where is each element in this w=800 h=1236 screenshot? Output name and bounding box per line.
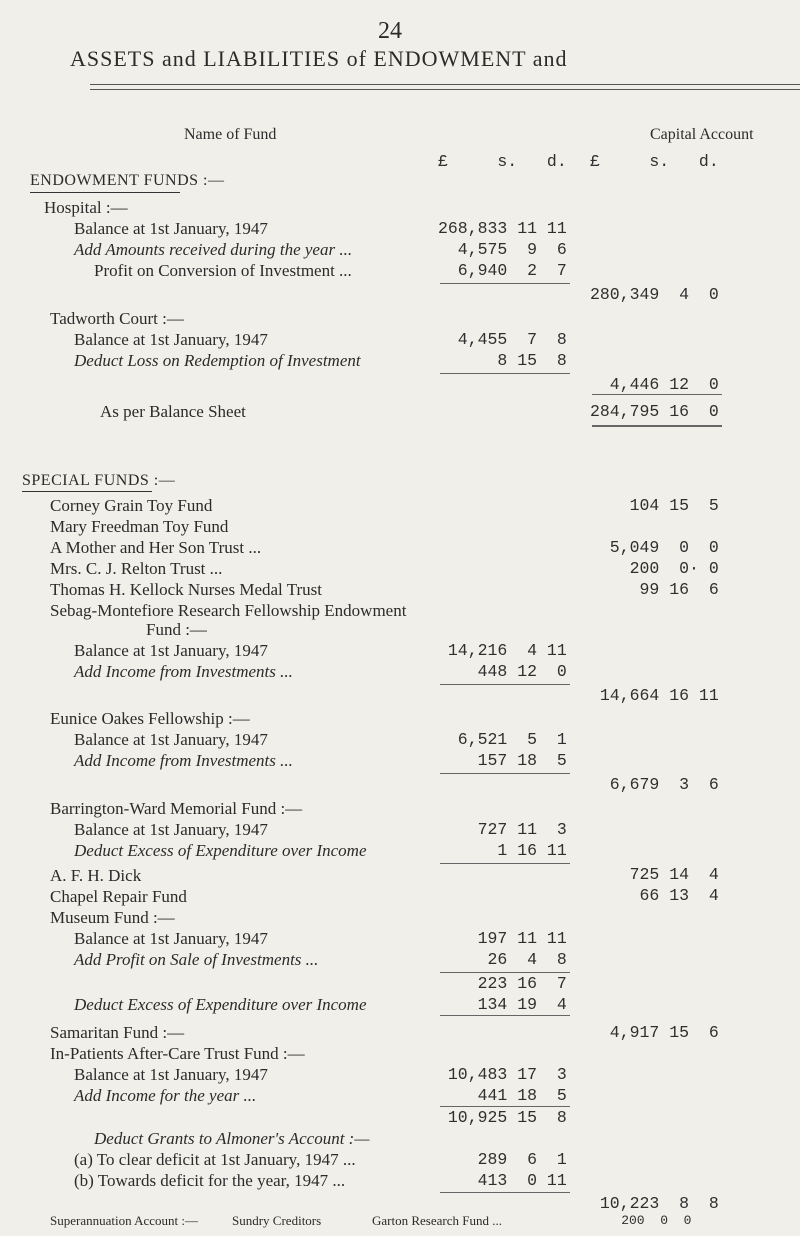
garton-total: 200 0 0 xyxy=(590,1213,692,1228)
museum-balance-label: Balance at 1st January, 1947 xyxy=(74,929,268,948)
sum-line xyxy=(440,863,570,864)
barrington-deduct-value: 1 16 11 xyxy=(438,841,567,860)
kellock-total: 99 16 6 xyxy=(590,580,719,599)
header-rule xyxy=(90,89,800,90)
superannuation-label: Superannuation Account :— xyxy=(50,1213,199,1228)
garton-label: Garton Research Fund ... xyxy=(372,1213,502,1228)
barrington-total: 725 14 4 xyxy=(590,865,719,884)
sum-line xyxy=(440,283,570,284)
museum-deduct-value: 134 19 4 xyxy=(438,995,567,1014)
eunice-balance-label: Balance at 1st January, 1947 xyxy=(74,730,268,749)
corney-total: 104 15 5 xyxy=(590,496,719,515)
grant-b-value: 413 0 11 xyxy=(438,1171,567,1190)
page-number: 24 xyxy=(378,18,402,44)
museum-add-value: 26 4 8 xyxy=(438,950,567,969)
inpatients-balance-label: Balance at 1st January, 1947 xyxy=(74,1065,268,1084)
eunice-balance-value: 6,521 5 1 xyxy=(438,730,567,749)
museum-add-label: Add Profit on Sale of Investments ... xyxy=(74,950,319,969)
hospital-label: Hospital :— xyxy=(44,198,128,217)
dick-label: A. F. H. Dick xyxy=(50,866,142,885)
mother-son-label: A Mother and Her Son Trust ... xyxy=(50,538,262,557)
lsd-header-1: £ s. d. xyxy=(438,152,567,171)
sum-line xyxy=(440,1192,570,1193)
tadworth-total: 4,446 12 0 xyxy=(590,375,719,394)
inpatients-balance-value: 10,483 17 3 xyxy=(438,1065,567,1084)
relton-label: Mrs. C. J. Relton Trust ... xyxy=(50,559,223,578)
mother-son-total: 5,049 0 0 xyxy=(590,538,719,557)
relton-total: 200 0· 0 xyxy=(590,559,719,578)
eunice-add-label: Add Income from Investments ... xyxy=(74,751,293,770)
barrington-label: Barrington-Ward Memorial Fund :— xyxy=(50,799,303,818)
header-rule xyxy=(90,84,800,85)
museum-balance-value: 197 11 11 xyxy=(438,929,567,948)
inpatients-total: 10,223 8 8 xyxy=(590,1194,719,1213)
hospital-balance-label: Balance at 1st January, 1947 xyxy=(74,219,268,238)
inpatients-add-label: Add Income for the year ... xyxy=(74,1086,257,1105)
eunice-total: 6,679 3 6 xyxy=(590,775,719,794)
chapel-label: Chapel Repair Fund xyxy=(50,887,187,906)
tadworth-deduct-value: 8 15 8 xyxy=(438,351,567,370)
hospital-profit-value: 6,940 2 7 xyxy=(438,261,567,280)
museum-label: Museum Fund :— xyxy=(50,908,175,927)
sebag-balance-value: 14,216 4 11 xyxy=(438,641,567,660)
museum-deduct-label: Deduct Excess of Expenditure over Income xyxy=(74,995,367,1014)
endowment-balance-label: As per Balance Sheet xyxy=(100,402,246,421)
sundry-label: Sundry Creditors xyxy=(232,1213,322,1228)
sum-line xyxy=(440,1015,570,1016)
sebag-add-value: 448 12 0 xyxy=(438,662,567,681)
samaritan-label: Samaritan Fund :— xyxy=(50,1023,185,1042)
page-title: ASSETS and LIABILITIES of ENDOWMENT and xyxy=(70,46,568,71)
grant-a-label: (a) To clear deficit at 1st January, 1947 ... xyxy=(74,1150,356,1169)
barrington-balance-label: Balance at 1st January, 1947 xyxy=(74,820,268,839)
sum-line xyxy=(592,394,722,395)
inpatients-add-value: 441 18 5 xyxy=(438,1086,567,1105)
museum-subtotal: 223 16 7 xyxy=(438,974,567,993)
eunice-label: Eunice Oakes Fellowship :— xyxy=(50,709,250,728)
grant-b-label: (b) Towards deficit for the year, 1947 ... xyxy=(74,1171,346,1190)
eunice-add-value: 157 18 5 xyxy=(438,751,567,770)
special-funds-heading: SPECIAL FUNDS :— xyxy=(22,472,176,489)
hospital-total: 280,349 4 0 xyxy=(590,285,719,304)
grants-deduct-label: Deduct Grants to Almoner's Account :— xyxy=(94,1129,370,1148)
sebag-label-cont: Fund :— xyxy=(146,620,207,639)
sebag-label: Sebag-Montefiore Research Fellowship Endowment xyxy=(50,601,407,620)
endowment-balance-total: 284,795 16 0 xyxy=(590,402,719,421)
sum-line xyxy=(440,1106,570,1107)
sum-line xyxy=(440,684,570,685)
inpatients-label: In-Patients After-Care Trust Fund :— xyxy=(50,1044,305,1063)
endowment-funds-heading: ENDOWMENT FUNDS :— xyxy=(30,172,225,189)
tadworth-balance-label: Balance at 1st January, 1947 xyxy=(74,330,268,349)
sebag-add-label: Add Income from Investments ... xyxy=(74,662,293,681)
barrington-balance-value: 727 11 3 xyxy=(438,820,567,839)
kellock-label: Thomas H. Kellock Nurses Medal Trust xyxy=(50,580,322,599)
heading-underline xyxy=(22,491,152,492)
tadworth-deduct-label: Deduct Loss on Redemption of Investment xyxy=(74,351,361,370)
dick-total: 66 13 4 xyxy=(590,886,719,905)
corney-label: Corney Grain Toy Fund xyxy=(50,496,213,515)
sum-line xyxy=(440,773,570,774)
hospital-balance-value: 268,833 11 11 xyxy=(438,219,567,238)
lsd-header-2: £ s. d. xyxy=(590,152,719,171)
hospital-add-value: 4,575 9 6 xyxy=(438,240,567,259)
sebag-balance-label: Balance at 1st January, 1947 xyxy=(74,641,268,660)
sum-line xyxy=(440,972,570,973)
barrington-deduct-label: Deduct Excess of Expenditure over Income xyxy=(74,841,367,860)
sum-line xyxy=(440,373,570,374)
heading-underline xyxy=(30,192,180,193)
double-rule xyxy=(592,425,722,427)
sebag-total: 14,664 16 11 xyxy=(590,686,719,705)
freedman-label: Mary Freedman Toy Fund xyxy=(50,517,229,536)
samaritan-total: 4,917 15 6 xyxy=(590,1023,719,1042)
grant-a-value: 289 6 1 xyxy=(438,1150,567,1169)
capital-account-header: Capital Account xyxy=(650,126,754,143)
name-of-fund-header: Name of Fund xyxy=(184,126,277,143)
hospital-add-label: Add Amounts received during the year ... xyxy=(74,240,353,259)
tadworth-balance-value: 4,455 7 8 xyxy=(438,330,567,349)
hospital-profit-label: Profit on Conversion of Investment ... xyxy=(94,261,352,280)
tadworth-label: Tadworth Court :— xyxy=(50,309,184,328)
inpatients-subtotal: 10,925 15 8 xyxy=(438,1108,567,1127)
